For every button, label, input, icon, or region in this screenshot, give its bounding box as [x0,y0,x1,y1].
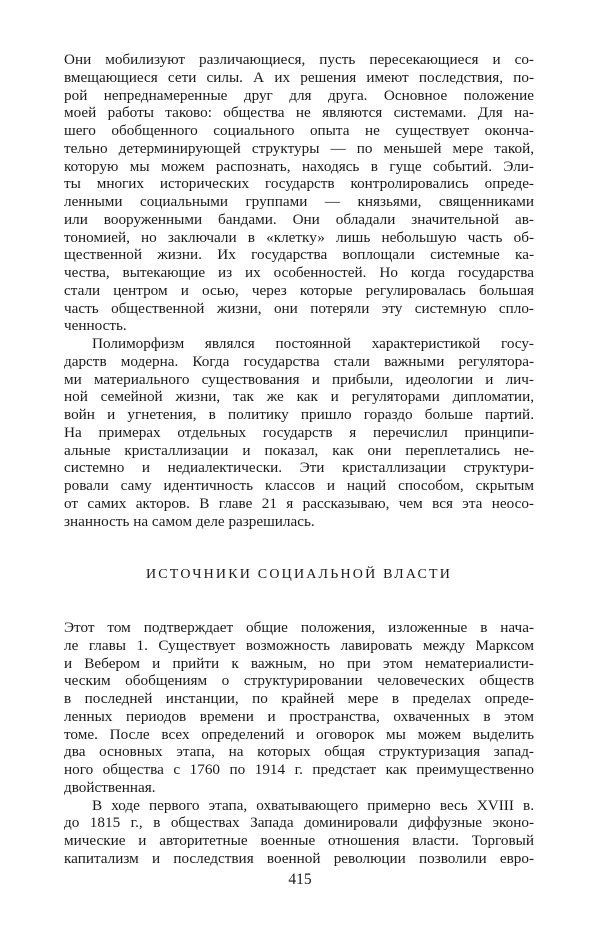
text-line: ровали саму идентичность классов и наций способом, скрытым [64,477,534,494]
text-line: ного общества с 1760 по 1914 г. предстает как преимущественно [64,761,534,778]
text-line: ле главы 1. Существует возможность лавировать между Марксом [64,636,534,654]
text-line: ной семейной жизни, так же как и регуляторами дипломатии, [64,388,534,406]
paragraph [64,51,534,335]
text-line: шего обобщенного социального опыта не существует оконча- [64,122,534,139]
text-line: вмещающиеся сети силы. А их решения имеют последствия, по- [64,68,534,86]
text-line: Они мобилизуют различающиеся, пусть пересекающиеся и со- [64,51,534,68]
text-line: два основных этапа, на которых общая структуризация запад- [64,743,534,761]
text-line: щественной жизни. Их государства воплощали системные ка- [64,246,534,264]
text-line: моей работы таково: общества не являются системами. Для на- [64,104,534,122]
text-line: тономией, но заключали в «клетку» лишь небольшую часть об- [64,228,534,246]
text-line: от самих акторов. В главе 21 я рассказываю, чем вся эта неосо- [64,494,534,512]
text-line: ленных периодов времени и пространства, охваченных в этом [64,707,534,725]
text-line: Этот том подтверждает общие положения, изложенные в нача- [64,619,534,636]
text-block-bottom [64,619,534,868]
text-line: чества, вытекающие из их особенностей. Но когда государства [64,264,534,281]
text-line: Полиморфизм являлся постоянной характеристикой госу- [92,335,534,352]
text-line: ческим обобщениям о структурировании человеческих обществ [64,672,534,690]
text-line: в последней инстанции, по крайней мере в пределах опреде- [64,690,534,707]
text-line: ленными социальными группами — князьями, священниками [64,193,534,210]
text-line: или вооруженными бандами. Они обладали значительной ав- [64,210,534,228]
section-heading: ИСТОЧНИКИ СОЦИАЛЬНОЙ ВЛАСТИ [145,567,453,582]
text-line: мические и авторитетные военные отношения власти. Торговый [64,832,534,849]
text-line: знанность на самом деле разрешилась. [64,512,315,530]
page-number: 415 [288,871,312,888]
paragraph [64,797,534,868]
text-line: В ходе первого этапа, охватывающего примерно весь XVIII в. [92,796,534,814]
text-line: тельно детерминирующей структуры — по меньшей мере такой, [64,139,534,157]
paragraph [64,619,534,797]
text-line: капитализм и последствия военной революции позволили евро- [64,849,534,867]
text-line: ми материального существования и прибыли, идеологии и лич- [64,370,534,388]
text-line: которую мы можем распознать, находясь в гуще событий. Эли- [64,157,534,175]
text-line: двойственная. [64,778,156,796]
text-line: часть общественной жизни, они потеряли эту системную спло- [64,299,534,317]
text-line: рой непреднамеренные друг для друга. Основное положение [64,86,534,104]
paragraph [64,335,534,530]
text-line: стали центром и осью, через которые регулировалась большая [64,281,534,299]
text-line: системно и недиалектически. Эти кристаллизации структури- [64,459,534,477]
text-line: На примерах отдельных государств я перечислил принципи- [64,423,534,441]
text-line: альные кристаллизации и показал, как они переплетались не- [64,441,534,459]
text-line: дарств модерна. Когда государства стали важными регулятора- [64,352,534,370]
text-line: ченность. [64,317,127,335]
text-line: до 1815 г., в обществах Запада доминировали диффузные эконо- [64,814,534,832]
text-line: томе. После всех определений и оговорок мы можем выделить [64,725,534,743]
text-line: и Вебером и прийти к важным, но при этом нематериалисти- [64,654,534,672]
text-line: войн и угнетения, в политику пришло гораздо больше партий. [64,406,534,423]
text-line: ты многих исторических государств контролировались опреде- [64,175,534,193]
text-block-top [64,51,534,530]
